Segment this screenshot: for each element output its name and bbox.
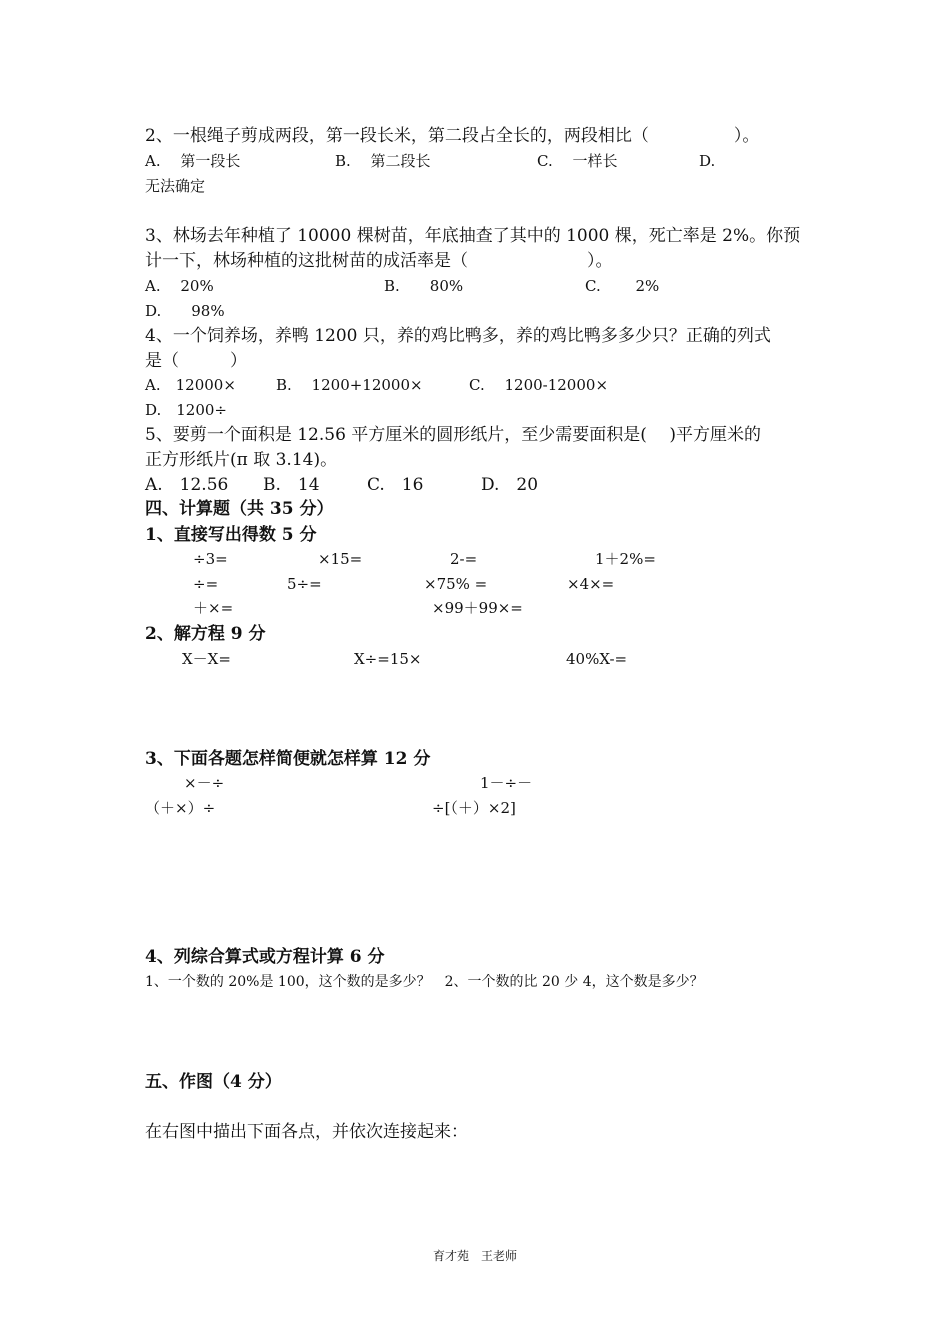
q5-option-d: D. 20 [481,475,539,495]
q2-option-d-text: 无法确定 [145,177,206,195]
q3-option-d: D. 98% [145,302,225,320]
part-4-title: 4、列综合算式或方程计算 6 分 [145,947,385,967]
q3-option-c: C. 2% [585,277,660,295]
section-5-instruction: 在右图中描出下面各点，并依次连接起来： [145,1122,468,1142]
q4-stem-line2: 是（ ） [145,351,247,371]
part-1-title: 1、直接写出得数 5 分 [145,525,317,545]
calc-r1-c4: 1＋2%= [595,550,656,568]
q2-option-d-letter: D. [699,152,716,170]
q4-option-a: A. 12000× [145,376,236,394]
calc-r2-c4: ×4×= [567,575,615,593]
q3-stem-line2: 计一下，林场种植的这批树苗的成活率是（ ）。 [145,251,613,271]
part-4-questions: 1、一个数的 20%是 100，这个数的是多少？ 2、一个数的比 20 少 4，这个数是多少？ [145,974,704,990]
calc-r1-c2: ×15= [318,550,363,568]
q5-stem-line2: 正方形纸片(π 取 3.14)。 [145,450,338,470]
calc-r1-c3: 2-= [450,550,478,568]
q3-option-b: B. 80% [384,277,464,295]
q3-option-a: A. 20% [145,277,214,295]
calc-r2-c2: 5÷= [287,575,322,593]
part-3-title: 3、下面各题怎样简便就怎样算 12 分 [145,749,431,769]
equation-1: X－X= [182,650,231,668]
q5-option-a: A. 12.56 [145,475,229,495]
simplify-r2-c1: （＋×）÷ [145,799,216,817]
calc-r2-c1: ÷= [193,575,219,593]
q5-option-b: B. 14 [263,475,320,495]
calc-r2-c3: ×75% = [424,575,488,593]
q4-option-b: B. 1200+12000× [276,376,423,394]
simplify-r2-c2: ÷[（＋）×2] [432,799,516,817]
q2-option-c: C. 一样长 [537,152,618,170]
equation-3: 40%X-= [566,650,628,668]
q4-option-d: D. 1200÷ [145,401,228,419]
simplify-r1-c1: ×－÷ [184,774,225,792]
section-4-title: 四、计算题（共 35 分） [145,499,334,519]
page-footer: 育才苑 王老师 [432,1249,517,1263]
q2-option-b: B. 第二段长 [335,152,431,170]
q2-stem: 2、一根绳子剪成两段，第一段长米，第二段占全长的，两段相比（ ）。 [145,126,760,146]
equation-2: X÷=15× [354,650,422,668]
q4-stem-line1: 4、一个饲养场，养鸭 1200 只，养的鸡比鸭多，养的鸡比鸭多多少只？正确的列式 [145,326,771,346]
simplify-r1-c2: 1－÷－ [480,774,533,792]
calc-r3-c1: ＋×= [193,599,234,617]
q4-option-c: C. 1200-12000× [469,376,609,394]
calc-r1-c1: ÷3= [193,550,228,568]
q5-stem-line1: 5、要剪一个面积是 12.56 平方厘米的圆形纸片，至少需要面积是( )平方厘米的 [145,425,761,445]
q5-option-c: C. 16 [367,475,424,495]
section-5-title: 五、作图（4 分） [145,1072,282,1092]
part-2-title: 2、解方程 9 分 [145,624,266,644]
q3-stem-line1: 3、林场去年种植了 10000 棵树苗，年底抽查了其中的 1000 棵，死亡率是 2%。你预 [145,226,801,246]
calc-r3-c2: ×99＋99×= [432,599,523,617]
q2-option-a: A. 第一段长 [145,152,241,170]
